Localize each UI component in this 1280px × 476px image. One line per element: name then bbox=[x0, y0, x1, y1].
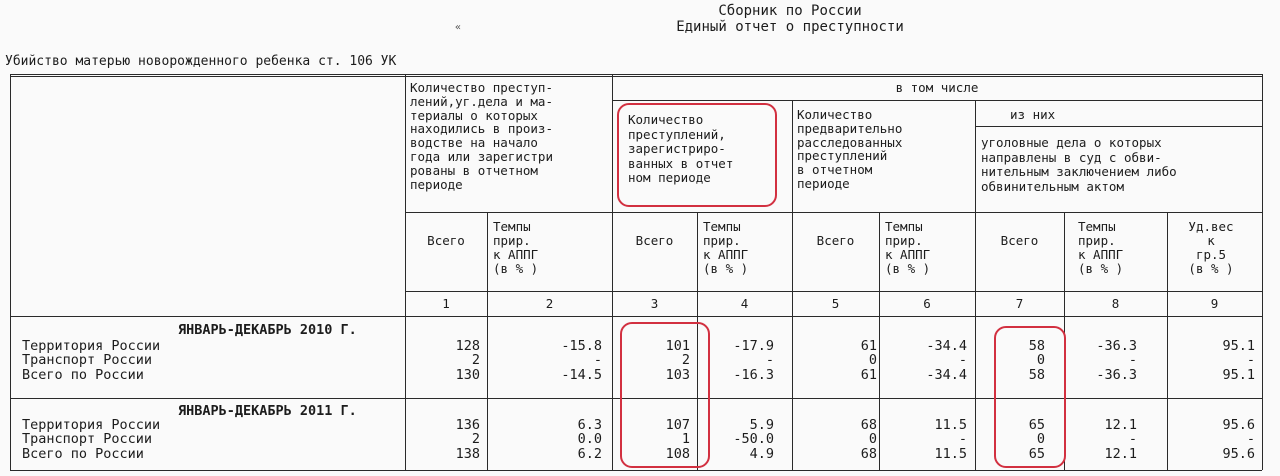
column-number: 2 bbox=[545, 296, 554, 311]
col1-header-line: года или зарегистри bbox=[410, 149, 553, 164]
sub-header-share: гр.5 bbox=[1195, 247, 1227, 262]
row-label: Всего по России bbox=[22, 446, 144, 462]
cell-value: -36.3 bbox=[1096, 367, 1137, 383]
cell-value: 5.9 bbox=[749, 417, 774, 433]
cell-value: - bbox=[958, 352, 967, 368]
col1-header-line: териалы о которых bbox=[410, 107, 538, 123]
sub-header-rate: прир. bbox=[885, 233, 923, 248]
col1-header-line: рованы в отчетном bbox=[410, 162, 538, 178]
column-number: 7 bbox=[1015, 296, 1024, 311]
table-border-top bbox=[10, 74, 1262, 75]
sub-header-rate: Темпы bbox=[885, 219, 923, 234]
sub-header-share: к bbox=[1207, 233, 1215, 248]
sub-header-rate: (в % ) bbox=[703, 261, 749, 276]
report-title: Сборник по России bbox=[718, 3, 862, 19]
table-border-top bbox=[10, 76, 1262, 77]
col1-header-line: водстве на начало bbox=[410, 135, 538, 151]
col7-header-line: уголовные дела о которых bbox=[981, 135, 1162, 150]
sub-header-rate: прир. bbox=[703, 233, 741, 248]
grid-line bbox=[612, 74, 613, 470]
cell-value: 95.6 bbox=[1222, 417, 1255, 433]
cell-value: 58 bbox=[1028, 367, 1045, 383]
cell-value: 65 bbox=[1028, 446, 1045, 462]
cell-value: - bbox=[765, 352, 774, 368]
cell-value: 103 bbox=[665, 367, 690, 383]
col7-header-line: нительным заключением либо bbox=[981, 164, 1177, 179]
table-caption: Убийство матерью новорожденного ребенка ст. 106 УК bbox=[5, 54, 397, 69]
sub-header-rate: к АППГ bbox=[493, 247, 539, 262]
row-label: Транспорт России bbox=[22, 431, 153, 447]
cell-value: -16.3 bbox=[733, 367, 774, 383]
col7-header-line: направлены в суд с обви- bbox=[981, 149, 1162, 165]
col5-header-line: периоде bbox=[797, 176, 850, 191]
highlight-col3-header bbox=[617, 103, 777, 207]
grid-line bbox=[405, 291, 1262, 292]
cell-value: 138 bbox=[455, 446, 480, 462]
cell-value: 12.1 bbox=[1104, 417, 1137, 433]
sub-header-share: (в % ) bbox=[1188, 261, 1234, 276]
cell-value: 0 bbox=[868, 431, 877, 447]
table-border-left bbox=[10, 74, 11, 470]
cell-value: 6.3 bbox=[577, 417, 602, 433]
cell-value: 11.5 bbox=[934, 417, 967, 433]
sub-header-share: Уд.вес bbox=[1188, 219, 1234, 234]
cell-value: -17.9 bbox=[733, 338, 774, 354]
sub-header-rate: прир. bbox=[493, 233, 531, 248]
col3-header-line: ванных в отчет bbox=[628, 155, 734, 171]
highlight-col7-values bbox=[994, 326, 1066, 468]
cell-value: 0 bbox=[1036, 352, 1045, 368]
header-bottom-line bbox=[10, 316, 1262, 317]
sub-header-rate: прир. bbox=[1078, 233, 1116, 248]
grid-line bbox=[792, 100, 793, 470]
column-number: 9 bbox=[1210, 296, 1219, 311]
cell-value: - bbox=[1128, 352, 1137, 368]
col1-header-line: периоде bbox=[410, 176, 463, 192]
cell-value: - bbox=[958, 431, 967, 447]
sub-header-total: Всего bbox=[635, 233, 674, 248]
cell-value: 2 bbox=[471, 431, 480, 447]
cell-value: 2 bbox=[471, 352, 480, 368]
cell-value: 130 bbox=[455, 367, 480, 383]
sub-header-rate: к АППГ bbox=[1078, 247, 1124, 262]
col3-header-line: ном периоде bbox=[628, 170, 711, 185]
cell-value: 6.2 bbox=[577, 446, 602, 462]
table-border-bottom bbox=[10, 470, 1262, 471]
cell-value: -15.8 bbox=[561, 338, 602, 354]
cell-value: -36.3 bbox=[1096, 338, 1137, 354]
cell-value: 107 bbox=[665, 417, 690, 433]
cell-value: - bbox=[1246, 352, 1255, 368]
cell-value: - bbox=[593, 352, 602, 368]
cell-value: 128 bbox=[455, 338, 480, 354]
col5-header-line: расследованных bbox=[797, 134, 903, 150]
sub-header-total: Всего bbox=[1000, 233, 1039, 248]
cell-value: -50.0 bbox=[733, 431, 774, 447]
of-them-header: из них bbox=[1010, 107, 1056, 122]
grid-line bbox=[612, 100, 1262, 101]
cell-value: 0.0 bbox=[577, 431, 602, 447]
column-number: 3 bbox=[650, 296, 659, 311]
period-title: ЯНВАРЬ-ДЕКАБРЬ 2011 Г. bbox=[178, 403, 357, 419]
col1-header-line: находились в произ- bbox=[410, 121, 553, 137]
sub-header-total: Всего bbox=[816, 233, 855, 248]
cell-value: - bbox=[1246, 431, 1255, 447]
column-number: 5 bbox=[831, 296, 840, 311]
grid-line bbox=[1167, 212, 1168, 470]
column-number: 6 bbox=[923, 296, 931, 311]
grid-line bbox=[975, 100, 976, 470]
cell-value: -14.5 bbox=[561, 367, 602, 383]
grid-line bbox=[405, 74, 406, 470]
cell-value: 4.9 bbox=[749, 446, 774, 462]
col7-header-line: обвинительным актом bbox=[981, 178, 1124, 194]
grid-line bbox=[879, 212, 880, 470]
cell-value: 61 bbox=[860, 338, 877, 354]
sub-header-rate: к АППГ bbox=[703, 247, 749, 262]
sub-header-rate: (в % ) bbox=[493, 261, 539, 276]
report-subtitle: Единый отчет о преступности bbox=[676, 19, 904, 35]
cell-value: 61 bbox=[860, 367, 877, 383]
cell-value: 12.1 bbox=[1104, 446, 1137, 462]
col5-header-line: предварительно bbox=[797, 120, 903, 136]
group-header: в том числе bbox=[895, 80, 979, 95]
sub-header-rate: Темпы bbox=[1078, 219, 1116, 234]
col3-header-line: Количество bbox=[628, 112, 704, 127]
cell-value: 136 bbox=[455, 417, 480, 433]
col1-header-line: Количество преступ- bbox=[410, 80, 553, 95]
column-number: 1 bbox=[442, 296, 450, 311]
grid-line bbox=[405, 212, 1262, 213]
col5-header-line: Количество bbox=[797, 107, 873, 122]
column-number: 4 bbox=[740, 296, 749, 311]
cell-value: 68 bbox=[860, 417, 877, 433]
row-label: Территория России bbox=[22, 417, 161, 433]
highlight-col3-values bbox=[620, 322, 710, 468]
cell-value: 65 bbox=[1028, 417, 1045, 433]
cell-value: -34.4 bbox=[926, 338, 967, 354]
cell-value: 108 bbox=[665, 446, 690, 462]
sub-header-rate: к АППГ bbox=[885, 247, 931, 262]
cell-value: 101 bbox=[665, 338, 690, 354]
column-number: 8 bbox=[1111, 296, 1120, 311]
sub-header-total: Всего bbox=[427, 233, 465, 248]
cell-value: 0 bbox=[1036, 431, 1045, 447]
col5-header-line: преступлений bbox=[797, 148, 888, 164]
col3-header-line: преступлений, bbox=[628, 126, 726, 142]
cell-value: 95.6 bbox=[1222, 446, 1255, 462]
sub-header-rate: (в % ) bbox=[885, 261, 931, 276]
cell-value: 11.5 bbox=[934, 446, 967, 462]
row-label: Всего по России bbox=[22, 367, 144, 383]
grid-line bbox=[487, 212, 488, 470]
col3-header-line: зарегистриро- bbox=[628, 141, 726, 156]
row-label: Транспорт России bbox=[22, 352, 153, 368]
period-title: ЯНВАРЬ-ДЕКАБРЬ 2010 Г. bbox=[178, 322, 357, 338]
sub-header-rate: Темпы bbox=[703, 219, 741, 234]
col5-header-line: в отчетном bbox=[797, 162, 873, 178]
cell-value: 95.1 bbox=[1222, 367, 1255, 383]
cell-value: -34.4 bbox=[926, 367, 967, 383]
cell-value: 95.1 bbox=[1222, 338, 1255, 354]
cell-value: 58 bbox=[1028, 338, 1045, 354]
cell-value: 0 bbox=[868, 352, 877, 368]
sub-header-rate: (в % ) bbox=[1078, 261, 1124, 276]
cell-value: 2 bbox=[681, 352, 690, 368]
cell-value: - bbox=[1128, 431, 1137, 447]
col1-header-line: лений,уг.дела и ма- bbox=[410, 93, 553, 109]
table-border-right bbox=[1262, 74, 1263, 470]
page-mark: « bbox=[455, 22, 462, 33]
grid-line bbox=[975, 126, 1262, 127]
cell-value: 68 bbox=[860, 446, 877, 462]
sub-header-rate: Темпы bbox=[493, 219, 531, 234]
cell-value: 1 bbox=[681, 431, 690, 447]
row-label: Территория России bbox=[22, 338, 161, 354]
